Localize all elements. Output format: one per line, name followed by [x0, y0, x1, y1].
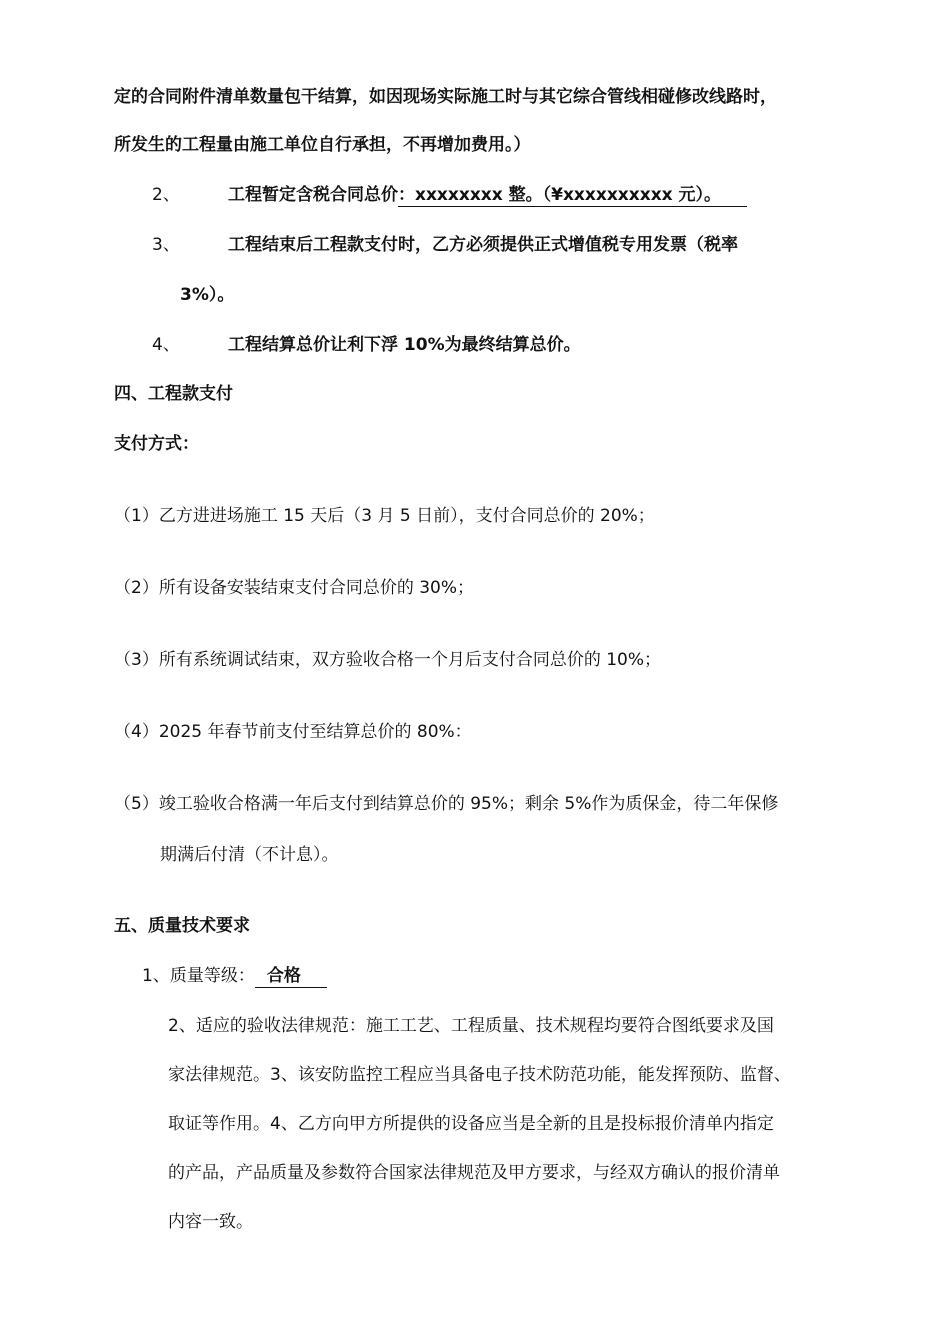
item-4-number: 4、	[152, 335, 180, 355]
payment-item-4: （4）2025 年春节前支付至结算总价的 80%：	[114, 722, 472, 742]
item-2-text	[228, 183, 747, 207]
quality-paragraph-line-2: 家法律规范。3、该安防监控工程应当具备电子技术防范功能，能发挥预防、监督、	[168, 1065, 791, 1085]
item-2-number: 2、	[152, 185, 180, 205]
payment-item-3: （3）所有系统调试结束，双方验收合格一个月后支付合同总价的 10%；	[114, 650, 662, 670]
quality-paragraph-line-5: 内容一致。	[168, 1212, 253, 1232]
quality-grade-value: 合格	[255, 966, 327, 988]
quality-paragraph-line-4: 的产品，产品质量及参数符合国家法律规范及甲方要求，与经双方确认的报价清单	[168, 1163, 780, 1183]
payment-item-1: （1）乙方进进场施工 15 天后（3 月 5 日前），支付合同总价的 20%；	[114, 506, 655, 526]
intro-line-1: 定的合同附件清单数量包干结算，如因现场实际施工时与其它综合管线相碰修改线路时，	[114, 87, 777, 107]
section-4-heading: 四、工程款支付	[114, 384, 233, 404]
quality-grade	[142, 964, 327, 988]
item-3-text-line-2: 3%）。	[180, 285, 235, 305]
intro-line-2: 所发生的工程量由施工单位自行承担，不再增加费用。）	[114, 135, 531, 155]
item-3-text-line-1: 工程结束后工程款支付时，乙方必须提供正式增值税专用发票（税率	[228, 235, 738, 255]
payment-item-2: （2）所有设备安装结束支付合同总价的 30%；	[114, 578, 475, 598]
quality-grade-label: 1、质量等级：	[142, 966, 255, 986]
item-4-text: 工程结算总价让利下浮 10%为最终结算总价。	[228, 335, 581, 355]
item-2-label: 工程暂定含税合同总价	[228, 185, 398, 205]
item-3-number: 3、	[152, 235, 180, 255]
item-2-contract-price: ：xxxxxxxx 整。（¥xxxxxxxxxx 元）。	[398, 185, 747, 207]
payment-method-subheading: 支付方式：	[114, 434, 199, 454]
quality-paragraph-line-3: 取证等作用。4、乙方向甲方所提供的设备应当是全新的且是投标报价清单内指定	[168, 1114, 774, 1134]
quality-paragraph-line-1: 2、适应的验收法律规范：施工工艺、工程质量、技术规程均要符合图纸要求及国	[168, 1016, 774, 1036]
payment-item-5-line-2: 期满后付清（不计息）。	[160, 845, 339, 865]
payment-item-5-line-1: （5）竣工验收合格满一年后支付到结算总价的 95%；剩余 5%作为质保金，待二年保修	[114, 794, 779, 814]
section-5-heading: 五、质量技术要求	[114, 916, 250, 936]
